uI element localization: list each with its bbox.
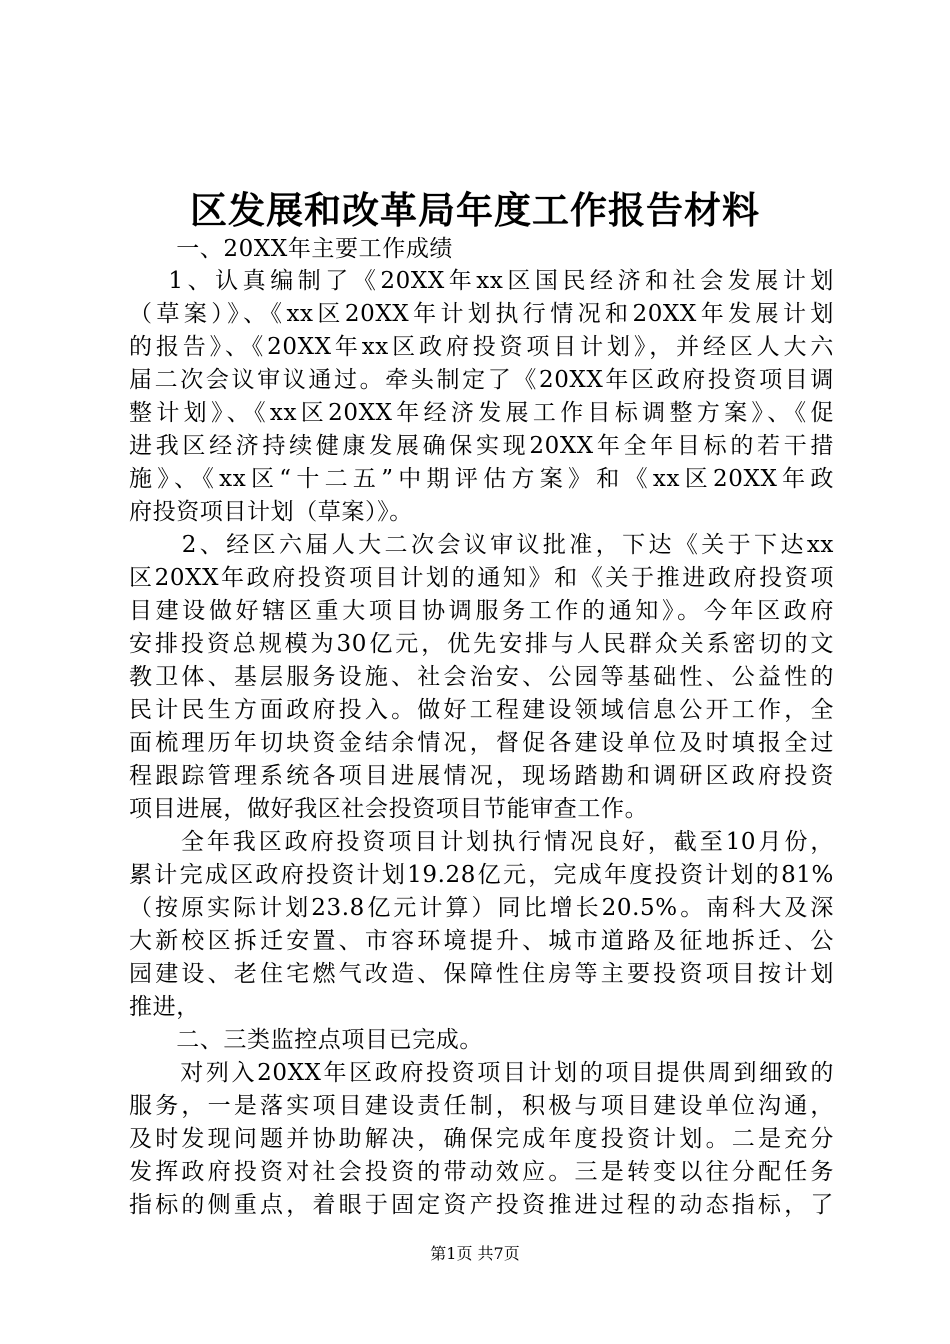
text-line: 程跟踪管理系统各项目进展情况，现场踏勘和调研区政府投资	[129, 763, 834, 789]
text-line: 区20XX年政府投资项目计划的通知》和《关于推进政府投资项	[129, 565, 834, 591]
text-line: 进我区经济持续健康发展确保实现20XX年全年目标的若干措	[129, 433, 834, 459]
text-line: 发挥政府投资对社会投资的带动效应。三是转变以往分配任务	[129, 1159, 834, 1185]
text-line: 项目进展，做好我区社会投资项目节能审查工作。	[129, 796, 649, 822]
text-line: 府投资项目计划（草案）》。	[129, 499, 413, 525]
text-line: 一、20XX年主要工作成绩	[129, 236, 454, 262]
text-line: 园建设、老住宅燃气改造、保障性住房等主要投资项目按计划	[129, 961, 834, 987]
text-line: 目建设做好辖区重大项目协调服务工作的通知》。今年区政府	[129, 598, 834, 624]
text-line: 2、经区六届人大二次会议审议批准，下达《关于下达xx	[129, 532, 834, 558]
text-line: 服务，一是落实项目建设责任制，积极与项目建设单位沟通，	[129, 1093, 834, 1119]
text-line: 届二次会议审议通过。牵头制定了《20XX年区政府投资项目调	[129, 367, 834, 393]
text-line: 对列入20XX年区政府投资项目计划的项目提供周到细致的	[129, 1060, 834, 1086]
text-line: 全年我区政府投资项目计划执行情况良好，截至10月份，	[129, 829, 834, 855]
text-line: 1、认真编制了《20XX年xx区国民经济和社会发展计划	[129, 268, 834, 294]
document-title: 区发展和改革局年度工作报告材料	[190, 188, 760, 232]
text-line: 整计划》、《xx区20XX年经济发展工作目标调整方案》、《促	[129, 400, 834, 426]
text-line: 教卫体、基层服务设施、社会治安、公园等基础性、公益性的	[129, 664, 834, 690]
page-number-footer: 第1页 共7页	[430, 1244, 520, 1263]
text-line: 推进，	[129, 994, 200, 1020]
text-line: 累计完成区政府投资计划19.28亿元，完成年度投资计划的81%	[129, 862, 834, 888]
text-line: 二、三类监控点项目已完成。	[129, 1027, 483, 1053]
text-line: 民计民生方面政府投入。做好工程建设领域信息公开工作，全	[129, 697, 834, 723]
text-line: 的报告》、《20XX年xx区政府投资项目计划》，并经区人大六	[129, 334, 834, 360]
text-line: 面梳理历年切块资金结余情况，督促各建设单位及时填报全过	[129, 730, 834, 756]
text-line: 指标的侧重点，着眼于固定资产投资推进过程的动态指标，了	[129, 1192, 834, 1218]
text-line: （按原实际计划23.8亿元计算）同比增长20.5%。南科大及深	[129, 895, 834, 921]
text-line: 及时发现问题并协助解决，确保完成年度投资计划。二是充分	[129, 1126, 834, 1152]
text-line: （草案）》、《xx区20XX年计划执行情况和20XX年发展计划	[129, 301, 834, 327]
text-line: 施》、《xx区“十二五”中期评估方案》和《xx区20XX年政	[129, 466, 834, 492]
text-line: 大新校区拆迁安置、市容环境提升、城市道路及征地拆迁、公	[129, 928, 834, 954]
text-line: 安排投资总规模为30亿元，优先安排与人民群众关系密切的文	[129, 631, 834, 657]
